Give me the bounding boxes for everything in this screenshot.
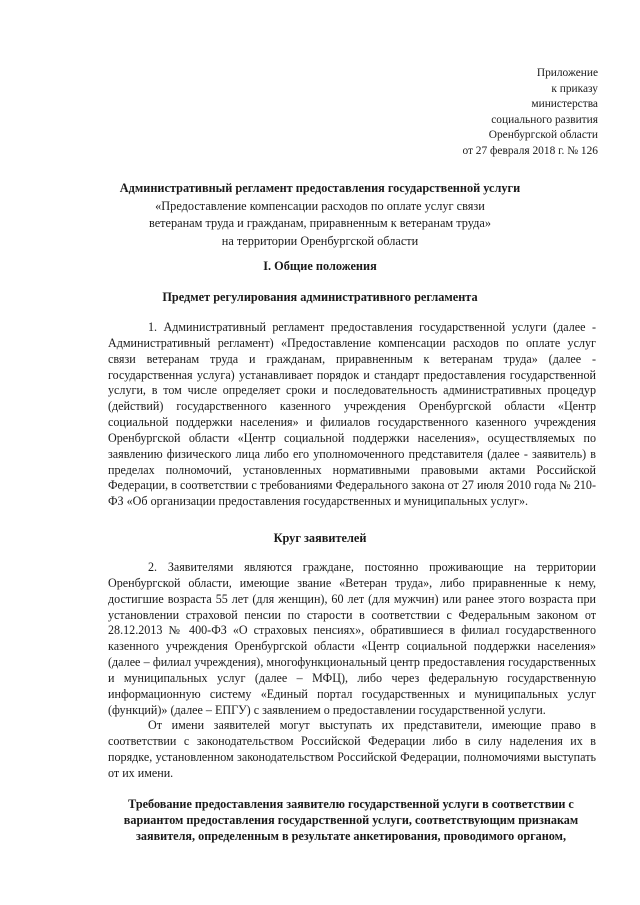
paragraph-2 [108,560,596,718]
title-line: «Предоставление компенсации расходов по оплате услуг связи [155,198,485,213]
title-line: на территории Оренбургской области [221,233,419,248]
section-subheading: Предмет регулирования административного регламента [162,290,478,304]
appendix-line: от 27 февраля 2018 г. № 126 [462,144,598,157]
appendix-line: социального развития [491,113,598,126]
paragraph-3 [108,718,596,781]
paragraph-text: От имени заявителей могут выступать их представители, имеющие право в соответствии с законодательством Российской Федерации либо в силу наделения их в порядке, установленном законодательством Российской Федерации, полномочиями выступать от их имени. [108,718,596,780]
paragraph-text: 1. Административный регламент предоставления государственной услуги (далее - Административный регламент) «Предоставление компенсации расходов по оплате услуг связи ветеранам труда и гражданам, приравненным к ветеранам труда» (далее - государственная услуга) устанавливает порядок и стандарт предоставления государственной услуги, в том числе определяет сроки и последовательность административных процедур (действий) государственного казенного учреждения Оренбургской области «Центр социальной поддержки населения» и филиалов государственного казенного учреждения Оренбургской области «Центр социальной поддержки населения», осуществляемых по заявлению физического лица либо его уполномоченного представителя (далее - заявитель) в пределах полномочий, установленных нормативными правовыми актами Российской Федерации, в соответствии с требованиями Федерального закона от 27 июля 2010 года № 210-ФЗ «Об организации предоставления государственных и муниципальных услуг». [108,320,596,509]
appendix-line: министерства [531,98,598,111]
document-title [60,180,580,250]
requirements-heading: Требование предоставления заявителю государственной услуги в соответствии с вариантом предоставления государственной услуги, соответствующим признакам заявителя, определенным в результате анкетирования, проводимого органом, [123,797,579,844]
paragraph-text: 2. Заявителями являются граждане, постоянно проживающие на территории Оренбургской области, имеющие звание «Ветеран труда», либо приравненные к нему, достигшие возраста 55 лет (для женщин), 60 лет (для мужчин) или ранее этого возраста при установлении страховой пенсии по старости в соответствии с Федеральным законом от 28.12.2013 № 400-ФЗ «О страховых пенсиях», обратившиеся в филиал государственного казенного учреждения Оренбургской области «Центр социальной поддержки населения» (далее – филиал учреждения), многофункциональный центр предоставления государственных и муниципальных услуг (далее – МФЦ), либо через федеральную государственную информационную систему «Единый портал государственных и муниципальных услуг (функций)» (далее – ЕПГУ) с заявлением о предоставлении государственной услуги. [108,560,596,717]
paragraph-1 [108,320,596,510]
title-line: ветеранам труда и гражданам, приравненным к ветеранам труда» [148,216,492,231]
appendix-line: к приказу [551,82,598,95]
appendix-block [462,66,598,160]
section-heading: I. Общие положения [263,259,377,273]
appendix-line: Оренбургской области [488,129,598,142]
appendix-line: Приложение [536,67,598,79]
applicants-heading: Круг заявителей [273,531,367,545]
title-main: Административный регламент предоставления государственной услуги [119,181,521,195]
